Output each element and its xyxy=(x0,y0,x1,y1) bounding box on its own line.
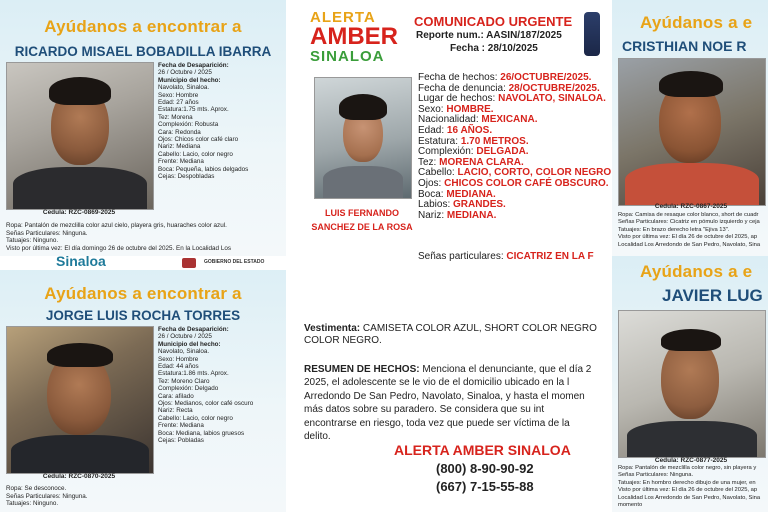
poster-heading: Ayúdanos a e xyxy=(640,262,753,281)
senas-value: CICATRIZ EN LA F xyxy=(506,251,594,262)
clothing-info xyxy=(618,212,768,249)
logo-amber: AMBER xyxy=(310,23,398,50)
senas-line: Señas Particulares: Cicatriz en pómulo izquierdo y ceja xyxy=(618,219,760,226)
senas-line: Señas Particulares: Ninguna. xyxy=(618,472,694,479)
visto-line: Visto por última vez: El día 26 de octubre del 2025, ap xyxy=(618,487,758,494)
detail-line: Estatura:1.75 mts. Aprox. xyxy=(158,106,229,114)
person-details xyxy=(158,326,283,445)
detail-line: Frente: Mediana xyxy=(158,422,204,430)
person-photo xyxy=(618,310,766,458)
detail-line: Boca: Pequeña, labios delgados xyxy=(158,165,249,173)
poster-javier xyxy=(612,256,768,512)
detail-line: Complexión: Delgado xyxy=(158,385,219,393)
logo-alerta: ALERTA xyxy=(310,9,376,26)
comunicado-date: Fecha : 28/10/2025 xyxy=(450,43,538,54)
detail-line: Municipio del hecho: xyxy=(158,76,221,84)
clothing-info xyxy=(6,485,284,508)
alerta-amber-logo xyxy=(310,10,398,64)
vestimenta-value: CAMISETA COLOR AZUL, SHORT COLOR NEGRO xyxy=(362,323,597,334)
resumen-line: 2025, el adolescente se le vio de el domicilio ubicado en la l xyxy=(304,377,570,389)
fact-row: Tez: MORENA CLARA. xyxy=(418,156,524,168)
detail-line: Sexo: Hombre xyxy=(158,355,199,363)
detail-line: Nariz: Mediana xyxy=(158,143,201,151)
detail-line: Cejas: Pobladas xyxy=(158,437,204,445)
detail-line: Nariz: Recta xyxy=(158,407,193,415)
person-photo xyxy=(6,62,154,210)
fact-row: Edad: 16 AÑOS. xyxy=(418,124,493,136)
fact-row: Cabello: LACIO, CORTO, COLOR NEGRO xyxy=(418,167,612,179)
fact-row: Boca: MEDIANA. xyxy=(418,188,496,200)
fact-row: Labios: GRANDES. xyxy=(418,199,506,211)
emblem-icon xyxy=(584,12,600,56)
clothing-info xyxy=(618,465,768,509)
resumen-line: delito. xyxy=(304,431,331,443)
child-name-line2: SANCHEZ DE LA ROSA xyxy=(311,222,413,232)
poster-heading: Ayúdanos a e xyxy=(640,13,753,32)
resumen-line: Arredondo De San Pedro, Navolato, Sinaloa, y hasta el momen xyxy=(304,390,585,402)
tatuajes-line: Tatuajes: En brazo derecho letra "Ejiva 13". xyxy=(618,226,730,233)
phone-2[interactable]: (667) 7-15-55-88 xyxy=(436,479,534,494)
detail-line: Fecha de Desaparición: xyxy=(158,326,229,333)
footer-title: ALERTA AMBER SINALOA xyxy=(394,442,571,458)
detail-line: Cabello: Lacio, color negro xyxy=(158,414,233,422)
person-photo xyxy=(618,58,766,206)
fact-row: Estatura: 1.70 METROS. xyxy=(418,135,529,147)
resumen-hechos xyxy=(304,363,604,443)
resumen-line: Menciona el denunciante, que el día 2 xyxy=(422,364,592,375)
senas-line: Señas Particulares: Ninguna. xyxy=(6,492,88,500)
resumen-label: RESUMEN DE HECHOS: xyxy=(304,364,423,375)
detail-line: Edad: 27 años xyxy=(158,99,199,107)
fact-row: Nariz: MEDIANA. xyxy=(418,209,497,221)
tatuajes-line: Tatuajes: En hombro derecho dibujo de una mujer, en xyxy=(618,479,756,486)
poster-ricardo xyxy=(0,0,286,256)
amber-alert xyxy=(286,0,612,512)
fact-row: Complexión: DELGADA. xyxy=(418,146,529,158)
detail-line: Cara: Redonda xyxy=(158,128,201,136)
visto-line: momento xyxy=(618,502,643,509)
detail-line: Cabello: Lacio, color negro xyxy=(158,150,233,158)
clothing-info xyxy=(6,222,284,252)
poster-jorge xyxy=(0,256,286,512)
visto-line: Visto por última vez: El día domingo 26 de octubre del 2025. En la Localidad Los xyxy=(6,244,231,252)
child-name xyxy=(302,206,422,234)
logo-sinaloa: SINALOA xyxy=(310,48,385,65)
visto-line: Localidad Los Arredondo de San Pedro, Navolato, Sina xyxy=(618,494,761,501)
person-details xyxy=(158,62,283,181)
detail-line: 26 / Octubre / 2025 xyxy=(158,333,212,341)
cedula-number: Cedula: RZC-0869-2025 xyxy=(42,209,116,216)
tatuajes-line: Tatuajes: Ninguno. xyxy=(6,237,59,245)
fact-row: Nacionalidad: MEXICANA. xyxy=(418,114,538,126)
tatuajes-line: Tatuajes: Ninguno. xyxy=(6,500,59,508)
resumen-line: más datos sobre su paradero. Se considera que su int xyxy=(304,404,545,416)
person-photo xyxy=(6,326,154,474)
comunicado-title: COMUNICADO URGENTE xyxy=(414,14,573,29)
visto-line: Visto por última vez: El día 26 de octubre del 2025, ap xyxy=(618,234,758,241)
vestimenta-label: Vestimenta: xyxy=(304,323,363,334)
reporte-number: Reporte num.: AASIN/187/2025 xyxy=(416,30,562,41)
detail-line: Frente: Mediana xyxy=(158,158,204,166)
cedula-number: Cedula: RZC-0877-2025 xyxy=(654,457,728,464)
detail-line: Navolato, Sinaloa. xyxy=(158,348,210,356)
vestimenta xyxy=(304,323,597,347)
detail-line: Cejas: Despobladas xyxy=(158,173,215,181)
detail-line: Ojos: Medianos, color café oscuro xyxy=(158,400,254,408)
fact-row: Sexo: HOMBRE. xyxy=(418,103,494,115)
sinaloa-logo: Sinaloa xyxy=(56,256,106,269)
person-name: CRISTHIAN NOE R xyxy=(622,38,747,54)
detail-line: Boca: Mediana, labios gruesos xyxy=(158,429,245,437)
senas-particulares xyxy=(418,251,594,262)
visto-line: Localidad Los Arredondo de San Pedro, Navolato, Sina xyxy=(618,241,761,248)
cedula-number: Cedula: RZC-0870-2025 xyxy=(42,473,116,480)
ropa-line: Ropa: Se desconoce. xyxy=(6,485,67,492)
poster-heading: Ayúdanos a encontrar a xyxy=(44,284,242,303)
detail-line: Complexión: Robusta xyxy=(158,121,219,129)
ropa-line: Ropa: Camisa de resaque color blanco, short de cuadr xyxy=(618,212,759,218)
seal-icon xyxy=(182,258,196,268)
person-name: RICARDO MISAEL BOBADILLA IBARRA xyxy=(14,44,272,59)
child-facts xyxy=(418,73,612,221)
detail-line: Tez: Morena xyxy=(158,113,193,121)
poster-heading: Ayúdanos a encontrar a xyxy=(44,17,242,36)
detail-line: Navolato, Sinaloa. xyxy=(158,84,210,92)
detail-line: Ojos: Chicos color café claro xyxy=(158,136,239,144)
ropa-line: Ropa: Pantalón de mezclilla color negro, sin playera y xyxy=(618,465,757,471)
poster-cristhian xyxy=(612,0,768,256)
fact-row: Fecha de hechos: 26/OCTUBRE/2025. xyxy=(418,73,592,83)
detail-line: Edad: 44 años xyxy=(158,363,199,371)
phone-1[interactable]: (800) 8-90-90-92 xyxy=(436,461,534,476)
ropa-line: Ropa: Pantalón de mezclilla color azul cielo, playera gris, huaraches color azul. xyxy=(6,222,227,229)
detail-line: Estatura:1.86 mts. Aprox. xyxy=(158,370,229,378)
fact-row: Ojos: CHICOS COLOR CAFÉ OBSCURO. xyxy=(418,177,609,189)
detail-line: Tez: Moreno Claro xyxy=(158,377,210,385)
child-photo xyxy=(314,77,412,199)
child-name-line1: LUIS FERNANDO xyxy=(325,208,399,218)
detail-line: Sexo: Hombre xyxy=(158,91,199,99)
senas-line: Señas Particulares: Ninguna. xyxy=(6,229,88,237)
person-name: JORGE LUIS ROCHA TORRES xyxy=(45,308,241,323)
detail-line: Municipio del hecho: xyxy=(158,340,221,348)
fact-row: Lugar de hechos: NAVOLATO, SINALOA. xyxy=(418,93,606,105)
fact-row: Fecha de denuncia: 28/OCTUBRE/2025. xyxy=(418,82,600,94)
detail-line: 26 / Octubre / 2025 xyxy=(158,69,212,77)
senas-label: Señas particulares: xyxy=(418,251,507,262)
detail-line: Fecha de Desaparición: xyxy=(158,62,229,69)
cedula-number: Cedula: RZC-0867-2025 xyxy=(654,203,728,210)
resumen-line: encontrarse en riesgo, toda vez que puede ser víctima de la xyxy=(304,417,570,429)
person-name: JAVIER LUG xyxy=(662,286,763,305)
gobierno-label: GOBIERNO DEL ESTADO xyxy=(204,259,265,265)
vestimenta-value-2: COLOR NEGRO. xyxy=(304,335,382,346)
detail-line: Cara: afilado xyxy=(158,392,194,400)
